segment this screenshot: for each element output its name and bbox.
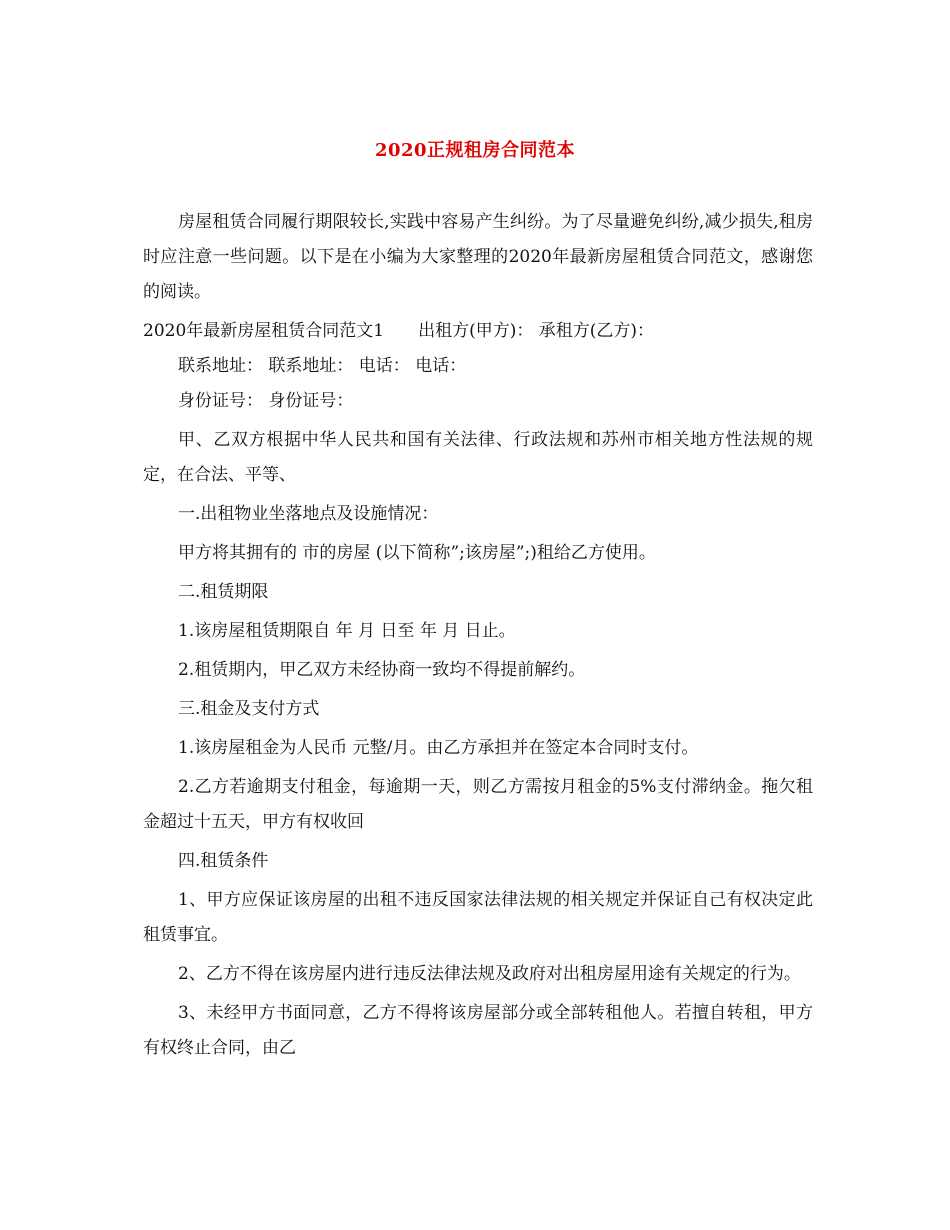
paragraph-id-number: 身份证号： 身份证号： [178, 391, 354, 411]
paragraph-intro: 房屋租赁合同履行期限较长,实践中容易产生纠纷。为了尽量避免纠纷,减少损失,租房时应注意一些问题。以下是在小编为大家整理的2020年最新房屋租赁合同范文，感谢您的阅读。 [143, 212, 813, 302]
paragraph-parties-header: 2020年最新房屋租赁合同范文1 出租方(甲方)： 承租方(乙方)： [143, 321, 655, 341]
section-heading-2: 二.租赁期限 [178, 582, 269, 602]
clause-condition-3: 3、未经甲方书面同意，乙方不得将该房屋部分或全部转租他人。若擅自转租，甲方有权终止合同，由乙 [143, 1003, 813, 1058]
clause-term-1: 1.该房屋租赁期限自 年 月 日至 年 月 日止。 [178, 621, 516, 641]
section-heading-3: 三.租金及支付方式 [178, 699, 320, 719]
document-body [143, 205, 813, 1070]
paragraph-property: 甲方将其拥有的 市的房屋 (以下简称”;该房屋”;)租给乙方使用。 [178, 543, 656, 563]
clause-condition-1: 1、甲方应保证该房屋的出租不违反国家法律法规的相关规定并保证自己有权决定此租赁事宜。 [143, 890, 813, 945]
section-heading-4: 四.租赁条件 [178, 851, 269, 871]
clause-condition-2: 2、乙方不得在该房屋内进行违反法律法规及政府对出租房屋用途有关规定的行为。 [178, 964, 801, 984]
clause-rent-2: 2.乙方若逾期支付租金，每逾期一天，则乙方需按月租金的5%支付滞纳金。拖欠租金超过十五天，甲方有权收回 [143, 777, 813, 832]
clause-rent-1: 1.该房屋租金为人民币 元整/月。由乙方承担并在签定本合同时支付。 [178, 738, 699, 758]
paragraph-contact: 联系地址： 联系地址： 电话： 电话： [178, 356, 467, 376]
paragraph-preamble: 甲、乙双方根据中华人民共和国有关法律、行政法规和苏州市相关地方性法规的规定，在合法、平等、 [143, 430, 813, 485]
document-title: 2020正规租房合同范本 [374, 140, 576, 161]
clause-term-2: 2.租赁期内，甲乙双方未经协商一致均不得提前解约。 [178, 660, 586, 680]
section-heading-1: 一.出租物业坐落地点及设施情况： [178, 504, 439, 524]
